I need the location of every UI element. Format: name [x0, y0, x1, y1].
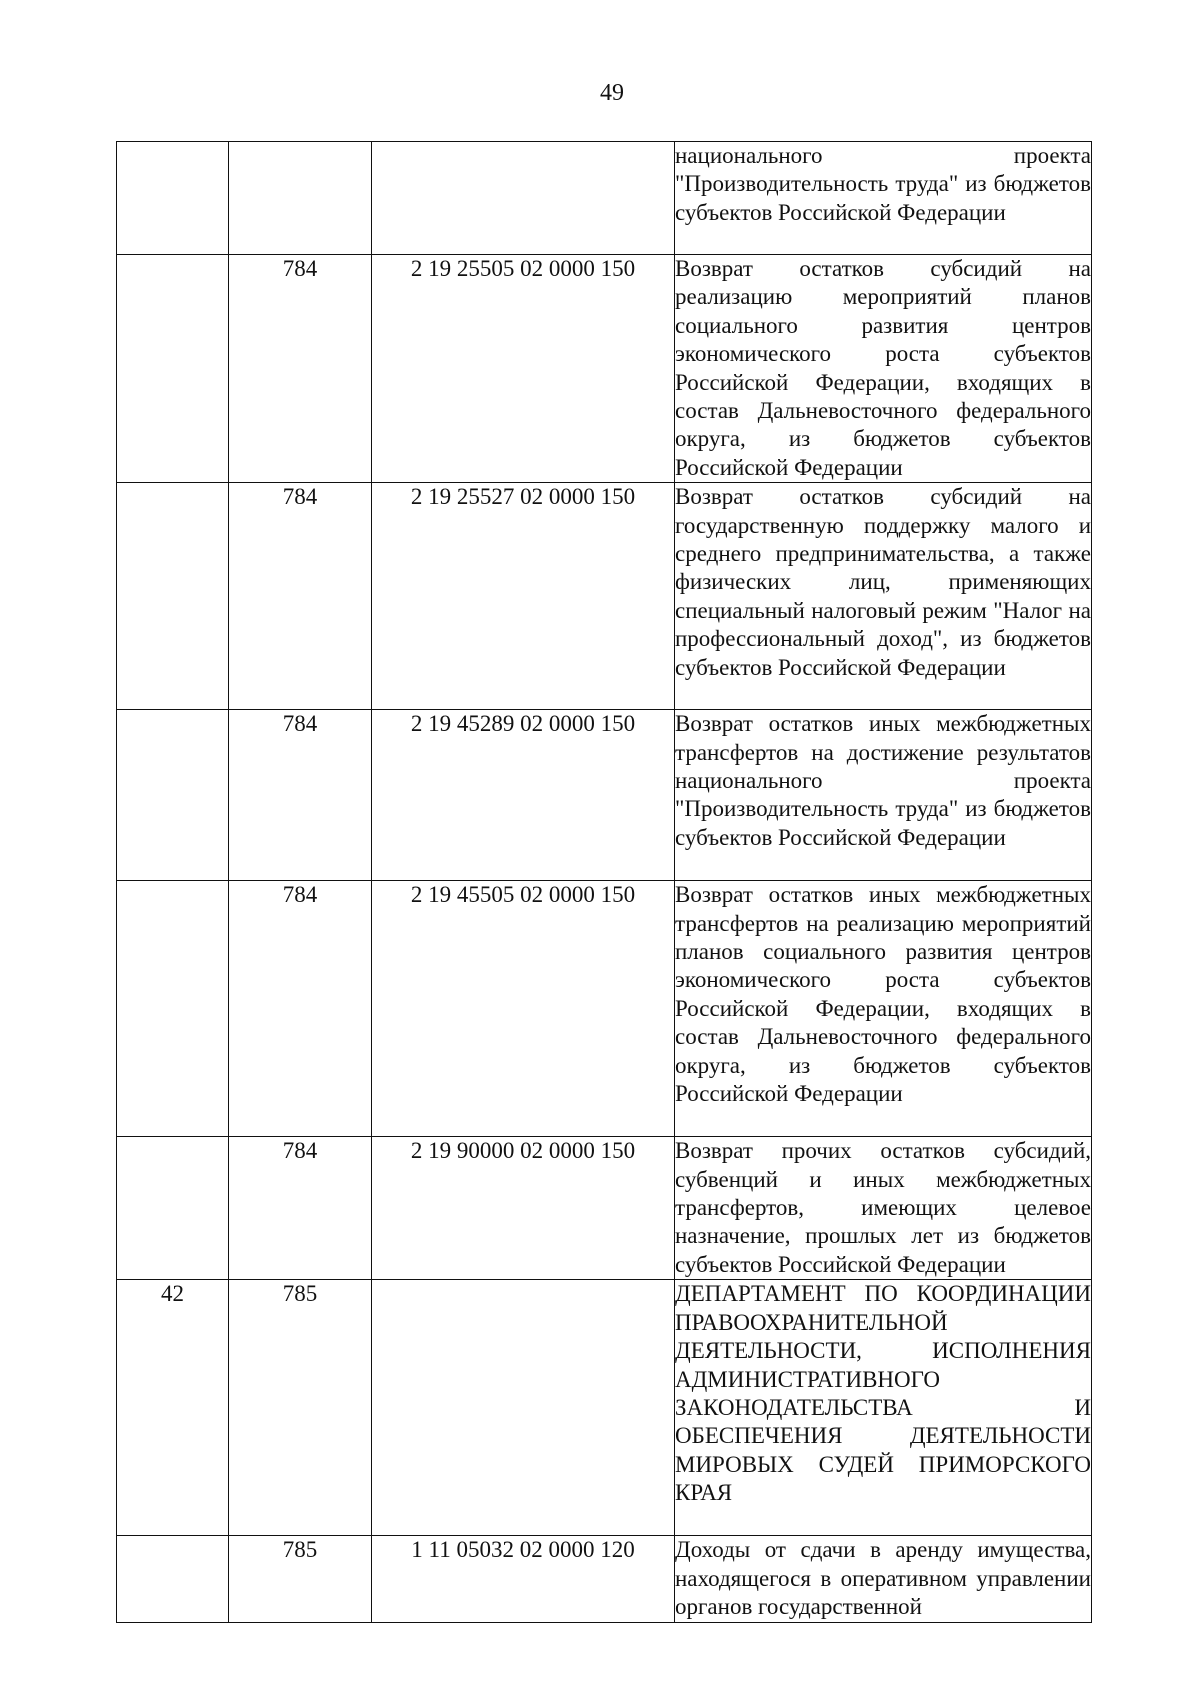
- admin-code-cell: 784: [229, 881, 372, 1137]
- description-cell: Возврат остатков субсидий на реализацию мероприятий планов социального развития центров экономического роста субъектов Российской Федерации, входящих в состав Дальневосточного федерального округа, из бюджетов субъектов Российской Федерации: [675, 255, 1092, 483]
- admin-code-cell: 784: [229, 255, 372, 483]
- row-number-cell: [117, 142, 229, 255]
- description-cell: Возврат остатков иных межбюджетных трансфертов на реализацию мероприятий планов социального развития центров экономического роста субъектов Российской Федерации, входящих в состав Дальневосточного федерального округа, из бюджетов субъектов Российской Федерации: [675, 881, 1092, 1137]
- budget-code-cell: 2 19 90000 02 0000 150: [372, 1137, 675, 1280]
- budget-code-cell: 1 11 05032 02 0000 120: [372, 1536, 675, 1622]
- revenue-codes-table: [116, 141, 1092, 1623]
- admin-code-cell: 784: [229, 710, 372, 881]
- budget-code-cell: 2 19 45289 02 0000 150: [372, 710, 675, 881]
- budget-code-cell: [372, 1280, 675, 1536]
- row-number-cell: [117, 483, 229, 710]
- row-number-cell: [117, 255, 229, 483]
- description-cell: Возврат остатков субсидий на государственную поддержку малого и среднего предпринимательства, а также физических лиц, применяющих специальный налоговый режим "Налог на профессиональный доход", из бюджетов субъектов Российской Федерации: [675, 483, 1092, 710]
- budget-code-cell: 2 19 25527 02 0000 150: [372, 483, 675, 710]
- department-name-cell: ДЕПАРТАМЕНТ ПО КООРДИНАЦИИ ПРАВООХРАНИТЕЛЬНОЙ ДЕЯТЕЛЬНОСТИ, ИСПОЛНЕНИЯ АДМИНИСТРАТИВНОГО ЗАКОНОДАТЕЛЬСТВА И ОБЕСПЕЧЕНИЯ ДЕЯТЕЛЬНОСТИ МИРОВЫХ СУДЕЙ ПРИМОРСКОГО КРАЯ: [675, 1280, 1092, 1536]
- budget-code-cell: [372, 142, 675, 255]
- table-row: [117, 483, 1092, 710]
- admin-code-cell: 785: [229, 1536, 372, 1622]
- table-row: [117, 1536, 1092, 1622]
- row-number-cell: 42: [117, 1280, 229, 1536]
- admin-code-cell: [229, 142, 372, 255]
- table-row: [117, 142, 1092, 255]
- budget-code-cell: 2 19 45505 02 0000 150: [372, 881, 675, 1137]
- table-row: [117, 1137, 1092, 1280]
- row-number-cell: [117, 881, 229, 1137]
- description-cell: национального проекта "Производительность труда" из бюджетов субъектов Российской Федерации: [675, 142, 1092, 255]
- table-row: [117, 881, 1092, 1137]
- description-cell: Возврат остатков иных межбюджетных трансфертов на достижение результатов национального проекта "Производительность труда" из бюджетов субъектов Российской Федерации: [675, 710, 1092, 881]
- budget-code-cell: 2 19 25505 02 0000 150: [372, 255, 675, 483]
- description-cell: Возврат прочих остатков субсидий, субвенций и иных межбюджетных трансфертов, имеющих целевое назначение, прошлых лет из бюджетов субъектов Российской Федерации: [675, 1137, 1092, 1280]
- admin-code-cell: 785: [229, 1280, 372, 1536]
- admin-code-cell: 784: [229, 1137, 372, 1280]
- row-number-cell: [117, 1536, 229, 1622]
- admin-code-cell: 784: [229, 483, 372, 710]
- page-number: 49: [600, 80, 624, 106]
- row-number-cell: [117, 710, 229, 881]
- row-number-cell: [117, 1137, 229, 1280]
- table-row: [117, 255, 1092, 483]
- table-row: [117, 1280, 1092, 1536]
- description-cell: Доходы от сдачи в аренду имущества, находящегося в оперативном управлении органов государственной: [675, 1536, 1092, 1622]
- table-row: [117, 710, 1092, 881]
